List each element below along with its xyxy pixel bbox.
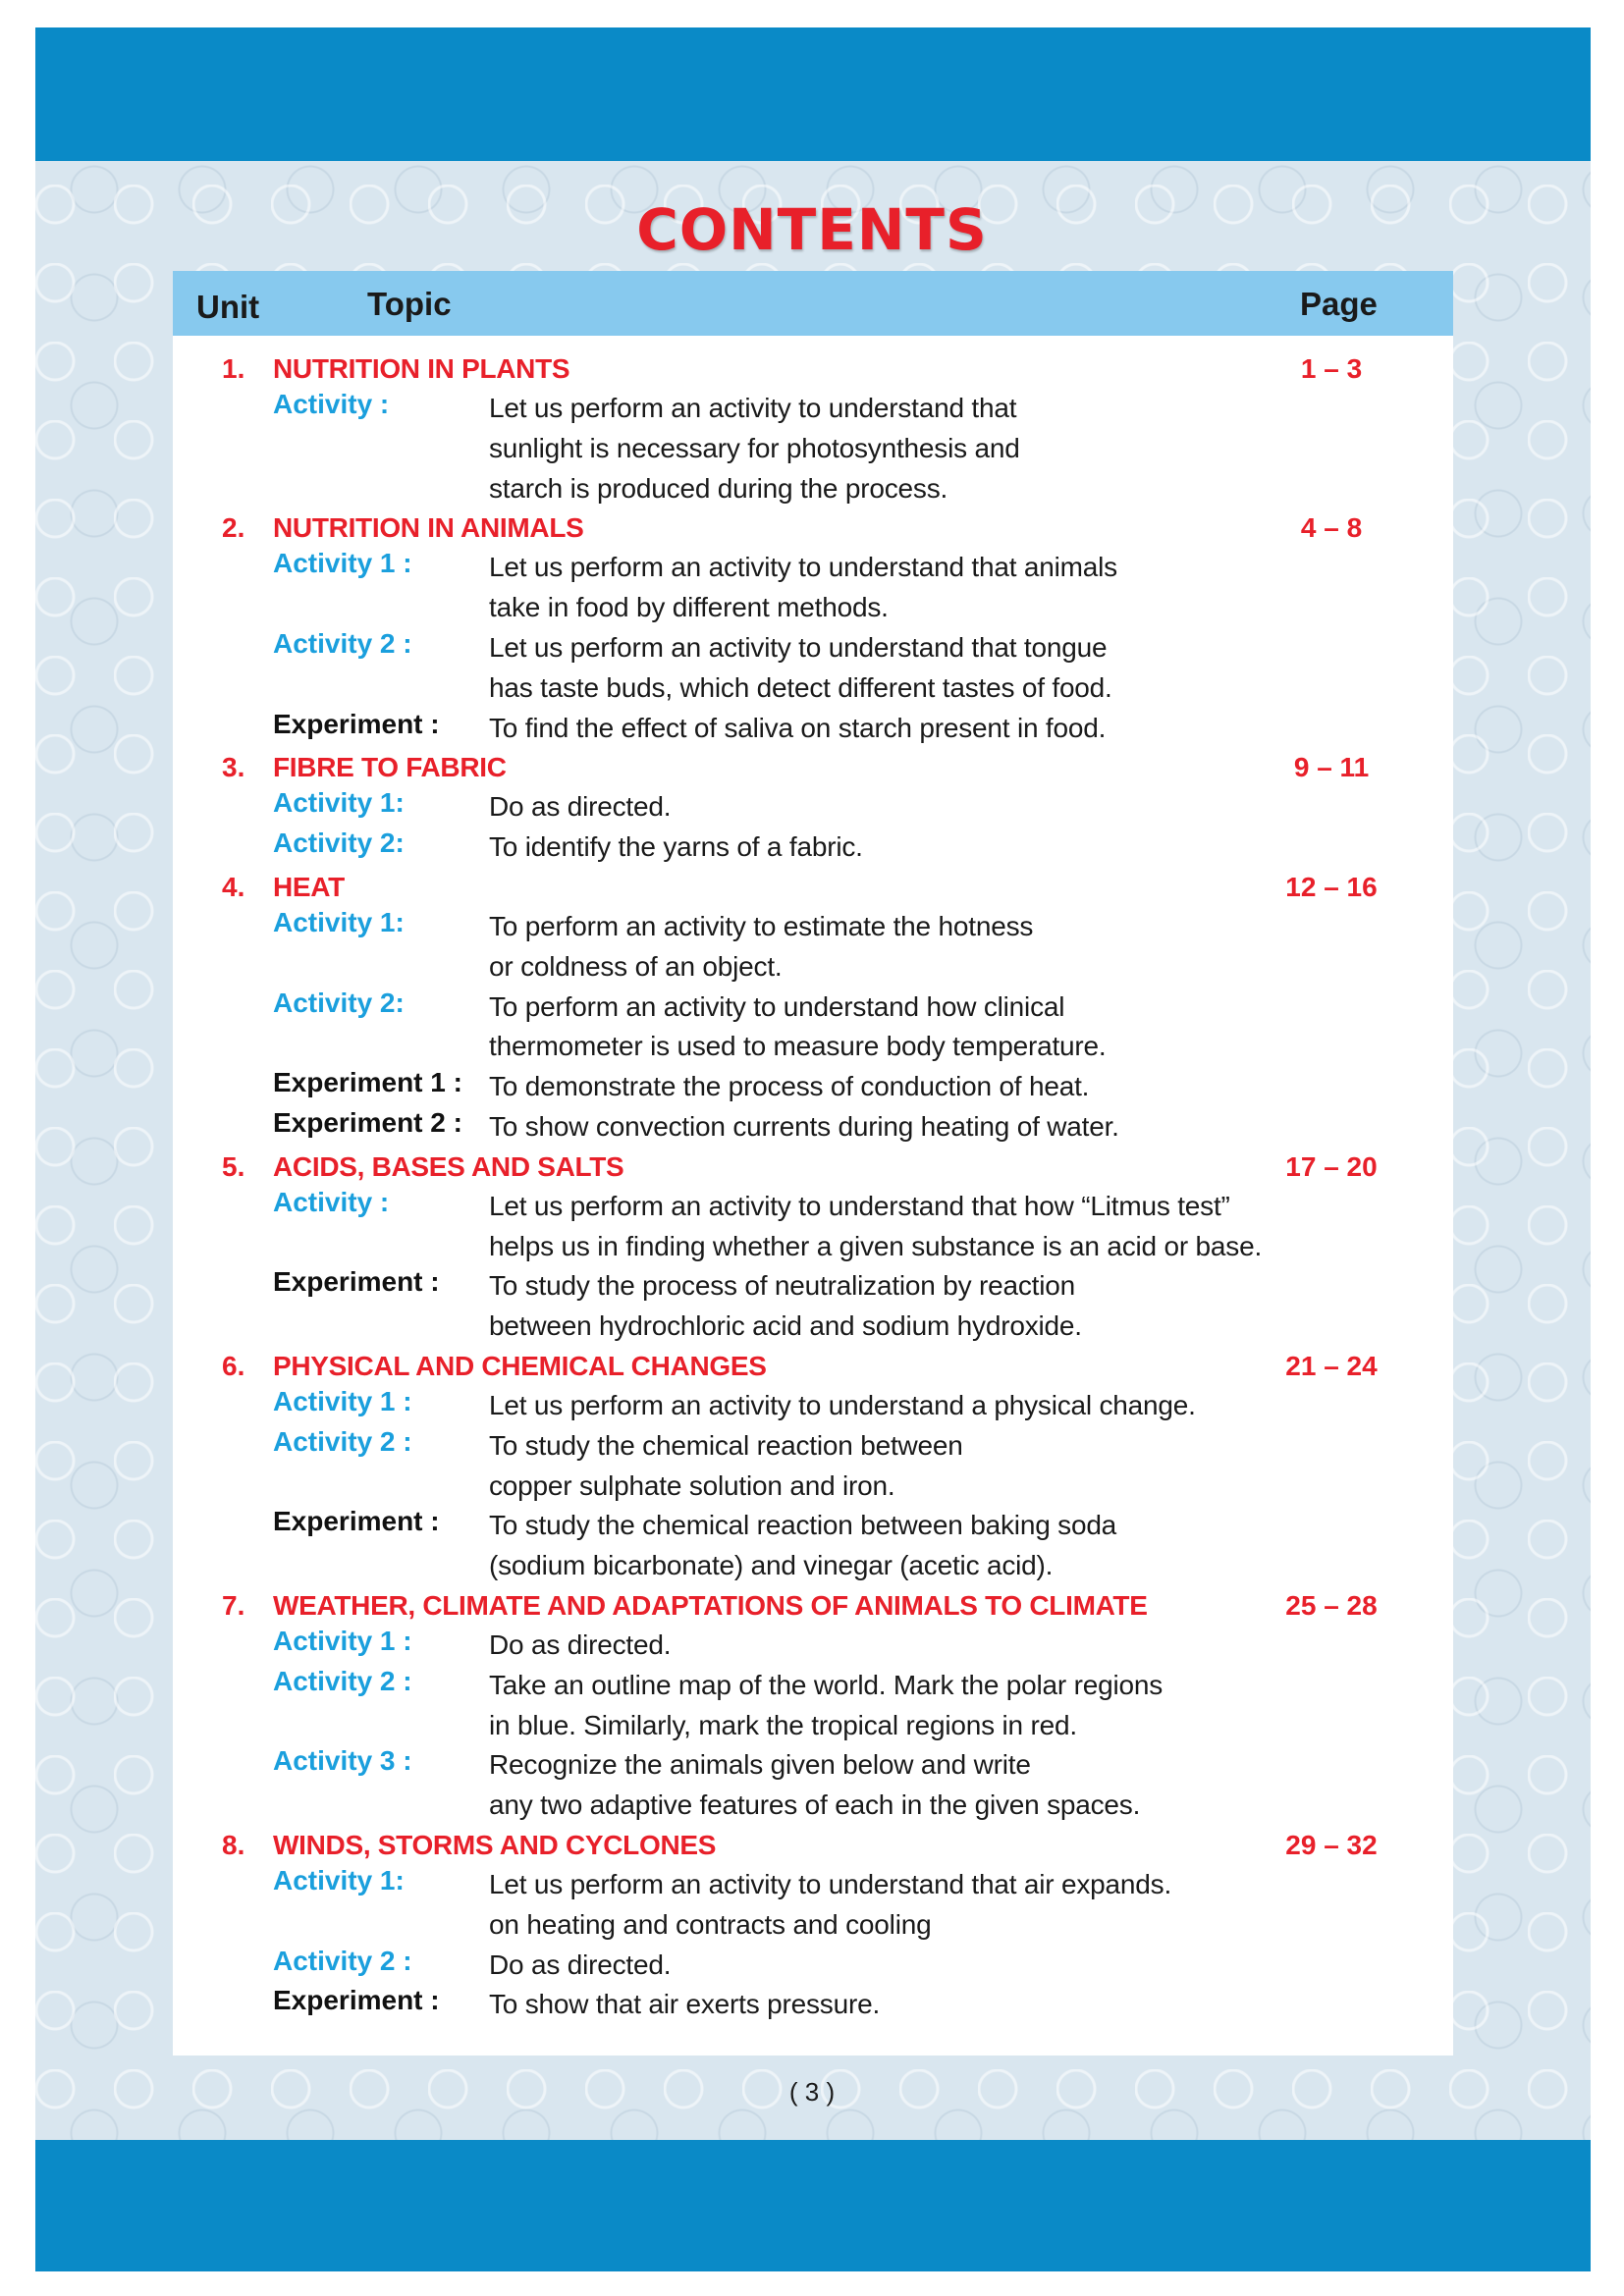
unit-title: WINDS, STORMS AND CYCLONES — [273, 1829, 717, 1860]
activity-label: Activity 3 : — [273, 1745, 412, 1777]
description-line: starch is produced during the process. — [489, 472, 948, 504]
unit-entry — [173, 508, 1453, 748]
unit-page-range: 9 – 11 — [1293, 752, 1370, 783]
description-line: To study the chemical reaction between baking soda — [489, 1510, 1117, 1541]
unit-page-range: 17 – 20 — [1285, 1150, 1378, 1182]
activity-label: Activity 1: — [273, 787, 405, 819]
description-line: Let us perform an activity to understand a physical change. — [489, 1389, 1196, 1420]
activity-description — [489, 1865, 1453, 1946]
experiment-description — [489, 1506, 1453, 1586]
unit-title: FIBRE TO FABRIC — [273, 752, 507, 783]
unit-title: NUTRITION IN ANIMALS — [273, 512, 584, 544]
unit-number: 7. — [222, 1589, 245, 1621]
unit-heading-row — [173, 748, 1453, 787]
description-line: Recognize the animals given below and write — [489, 1749, 1031, 1781]
experiment-label: Experiment 1 : — [273, 1067, 462, 1098]
top-band — [35, 27, 1591, 161]
unit-title: NUTRITION IN PLANTS — [273, 353, 570, 384]
unit-entry — [173, 349, 1453, 508]
unit-title: WEATHER, CLIMATE AND ADAPTATIONS OF ANIMALS TO CLIMATE — [273, 1589, 1148, 1621]
activity-label: Activity 2 : — [273, 1665, 412, 1696]
unit-number: 8. — [222, 1829, 245, 1860]
activity-item — [173, 828, 1453, 868]
description-line: between hydrochloric acid and sodium hydroxide. — [489, 1310, 1082, 1342]
unit-entry — [173, 748, 1453, 868]
activity-item — [173, 1426, 1453, 1507]
unit-number: 5. — [222, 1150, 245, 1182]
unit-title: PHYSICAL AND CHEMICAL CHANGES — [273, 1350, 767, 1381]
experiment-label: Experiment 2 : — [273, 1106, 462, 1138]
experiment-item — [173, 1506, 1453, 1586]
activity-item — [173, 1946, 1453, 1986]
unit-page-range: 25 – 28 — [1285, 1589, 1378, 1621]
activity-label: Activity 1 : — [273, 1385, 412, 1416]
experiment-description — [489, 1067, 1453, 1107]
activity-label: Activity : — [273, 389, 390, 419]
page-title: CONTENTS — [636, 196, 988, 263]
description-line: To show that air exerts pressure. — [489, 1989, 881, 2020]
activity-label: Activity 2: — [273, 987, 405, 1018]
description-line: Let us perform an activity to understand that animals — [489, 552, 1117, 583]
experiment-description — [489, 1985, 1453, 2025]
experiment-label: Experiment : — [273, 1985, 440, 2016]
activity-description — [489, 628, 1453, 709]
unit-number: 2. — [222, 512, 245, 544]
activity-description — [489, 1666, 1453, 1746]
header-page: Page — [1300, 286, 1378, 322]
description-line: or coldness of an object. — [489, 950, 783, 982]
unit-entry — [173, 1148, 1453, 1347]
description-line: Take an outline map of the world. Mark the polar regions — [489, 1669, 1164, 1700]
experiment-item — [173, 1107, 1453, 1148]
activity-item — [173, 1386, 1453, 1426]
activity-label: Activity 2 : — [273, 1425, 412, 1457]
unit-entry — [173, 868, 1453, 1148]
unit-number: 4. — [222, 871, 245, 902]
activity-label: Activity 1 : — [273, 548, 412, 579]
unit-entry — [173, 1826, 1453, 2025]
activity-item — [173, 1626, 1453, 1666]
activity-item — [173, 1666, 1453, 1746]
description-line: To study the process of neutralization by reaction — [489, 1270, 1076, 1302]
activity-description — [489, 389, 1453, 508]
description-line: Let us perform an activity to understand that how “Litmus test” — [489, 1190, 1230, 1221]
activity-item — [173, 907, 1453, 988]
activity-label: Activity 1: — [273, 1864, 405, 1896]
activity-description — [489, 1745, 1453, 1826]
unit-heading-row — [173, 349, 1453, 389]
unit-page-range: 1 – 3 — [1300, 353, 1363, 384]
activity-item — [173, 1745, 1453, 1826]
description-line: in blue. Similarly, mark the tropical regions in red. — [489, 1709, 1077, 1740]
activity-label: Activity 2 : — [273, 627, 412, 659]
activity-item — [173, 548, 1453, 628]
unit-number: 1. — [222, 353, 245, 384]
description-line: Let us perform an activity to understand that tongue — [489, 631, 1108, 663]
description-line: helps us in finding whether a given substance is an acid or base. — [489, 1230, 1263, 1261]
description-line: To study the chemical reaction between — [489, 1429, 963, 1461]
description-line: on heating and contracts and cooling — [489, 1908, 932, 1940]
description-line: sunlight is necessary for photosynthesis and — [489, 432, 1020, 463]
description-line: Do as directed. — [489, 791, 672, 823]
contents-panel — [173, 271, 1453, 2056]
description-line: To demonstrate the process of conduction of heat. — [489, 1071, 1090, 1102]
activity-description — [489, 1946, 1453, 1986]
unit-heading-row — [173, 508, 1453, 548]
activity-description — [489, 787, 1453, 828]
unit-title: HEAT — [273, 871, 345, 902]
header-unit: Unit — [196, 289, 260, 325]
activity-item — [173, 389, 1453, 508]
activity-label: Activity 2: — [273, 828, 405, 859]
activity-label: Activity 1: — [273, 906, 405, 937]
description-line: any two adaptive features of each in the given spaces. — [489, 1789, 1141, 1821]
description-line: To find the effect of saliva on starch present in food. — [489, 712, 1107, 743]
experiment-label: Experiment : — [273, 1266, 440, 1298]
description-line: Let us perform an activity to understand that air expands. — [489, 1868, 1172, 1899]
activity-item — [173, 628, 1453, 709]
unit-heading-row — [173, 868, 1453, 907]
unit-page-range: 21 – 24 — [1285, 1350, 1378, 1381]
unit-heading-row — [173, 1347, 1453, 1386]
experiment-label: Experiment : — [273, 708, 440, 739]
unit-heading-row — [173, 1826, 1453, 1865]
activity-description — [489, 1187, 1453, 1267]
contents-header — [173, 271, 1453, 336]
activity-description — [489, 907, 1453, 988]
unit-page-range: 12 – 16 — [1285, 871, 1378, 902]
experiment-label: Experiment : — [273, 1506, 440, 1537]
description-line: To identify the yarns of a fabric. — [489, 831, 863, 863]
unit-entry — [173, 1586, 1453, 1826]
unit-page-range: 4 – 8 — [1300, 512, 1363, 544]
activity-label: Activity 2 : — [273, 1945, 412, 1976]
activity-item — [173, 1865, 1453, 1946]
bottom-band — [35, 2140, 1591, 2271]
activity-label: Activity : — [273, 1186, 390, 1217]
description-line: thermometer is used to measure body temperature. — [489, 1031, 1107, 1062]
description-line: Do as directed. — [489, 1629, 672, 1660]
unit-number: 6. — [222, 1350, 245, 1381]
experiment-description — [489, 1107, 1453, 1148]
unit-number: 3. — [222, 752, 245, 783]
description-line: To perform an activity to estimate the hotness — [489, 910, 1034, 941]
description-line: copper sulphate solution and iron. — [489, 1469, 895, 1501]
description-line: take in food by different methods. — [489, 592, 889, 623]
experiment-item — [173, 709, 1453, 749]
activity-description — [489, 1626, 1453, 1666]
description-line: Let us perform an activity to understand that — [489, 393, 1017, 423]
unit-page-range: 29 – 32 — [1285, 1829, 1378, 1860]
activity-item — [173, 787, 1453, 828]
description-line: has taste buds, which detect different tastes of food. — [489, 671, 1112, 703]
description-line: To perform an activity to understand how clinical — [489, 990, 1065, 1022]
activity-label: Activity 1 : — [273, 1625, 412, 1656]
unit-heading-row — [173, 1148, 1453, 1187]
activity-item — [173, 988, 1453, 1068]
page-number: ( 3 ) — [788, 2077, 836, 2107]
experiment-item — [173, 1985, 1453, 2025]
activity-description — [489, 828, 1453, 868]
activity-description — [489, 988, 1453, 1068]
experiment-item — [173, 1266, 1453, 1347]
activity-description — [489, 1386, 1453, 1426]
experiment-description — [489, 1266, 1453, 1347]
activity-description — [489, 1426, 1453, 1507]
header-topic: Topic — [367, 286, 452, 322]
unit-title: ACIDS, BASES AND SALTS — [273, 1150, 624, 1182]
experiment-item — [173, 1067, 1453, 1107]
description-line: (sodium bicarbonate) and vinegar (acetic acid). — [489, 1550, 1054, 1581]
description-line: To show convection currents during heating of water. — [489, 1110, 1119, 1142]
unit-heading-row — [173, 1586, 1453, 1626]
experiment-description — [489, 709, 1453, 749]
activity-description — [489, 548, 1453, 628]
contents-list — [173, 349, 1453, 2025]
unit-entry — [173, 1347, 1453, 1586]
description-line: Do as directed. — [489, 1949, 672, 1980]
activity-item — [173, 1187, 1453, 1267]
